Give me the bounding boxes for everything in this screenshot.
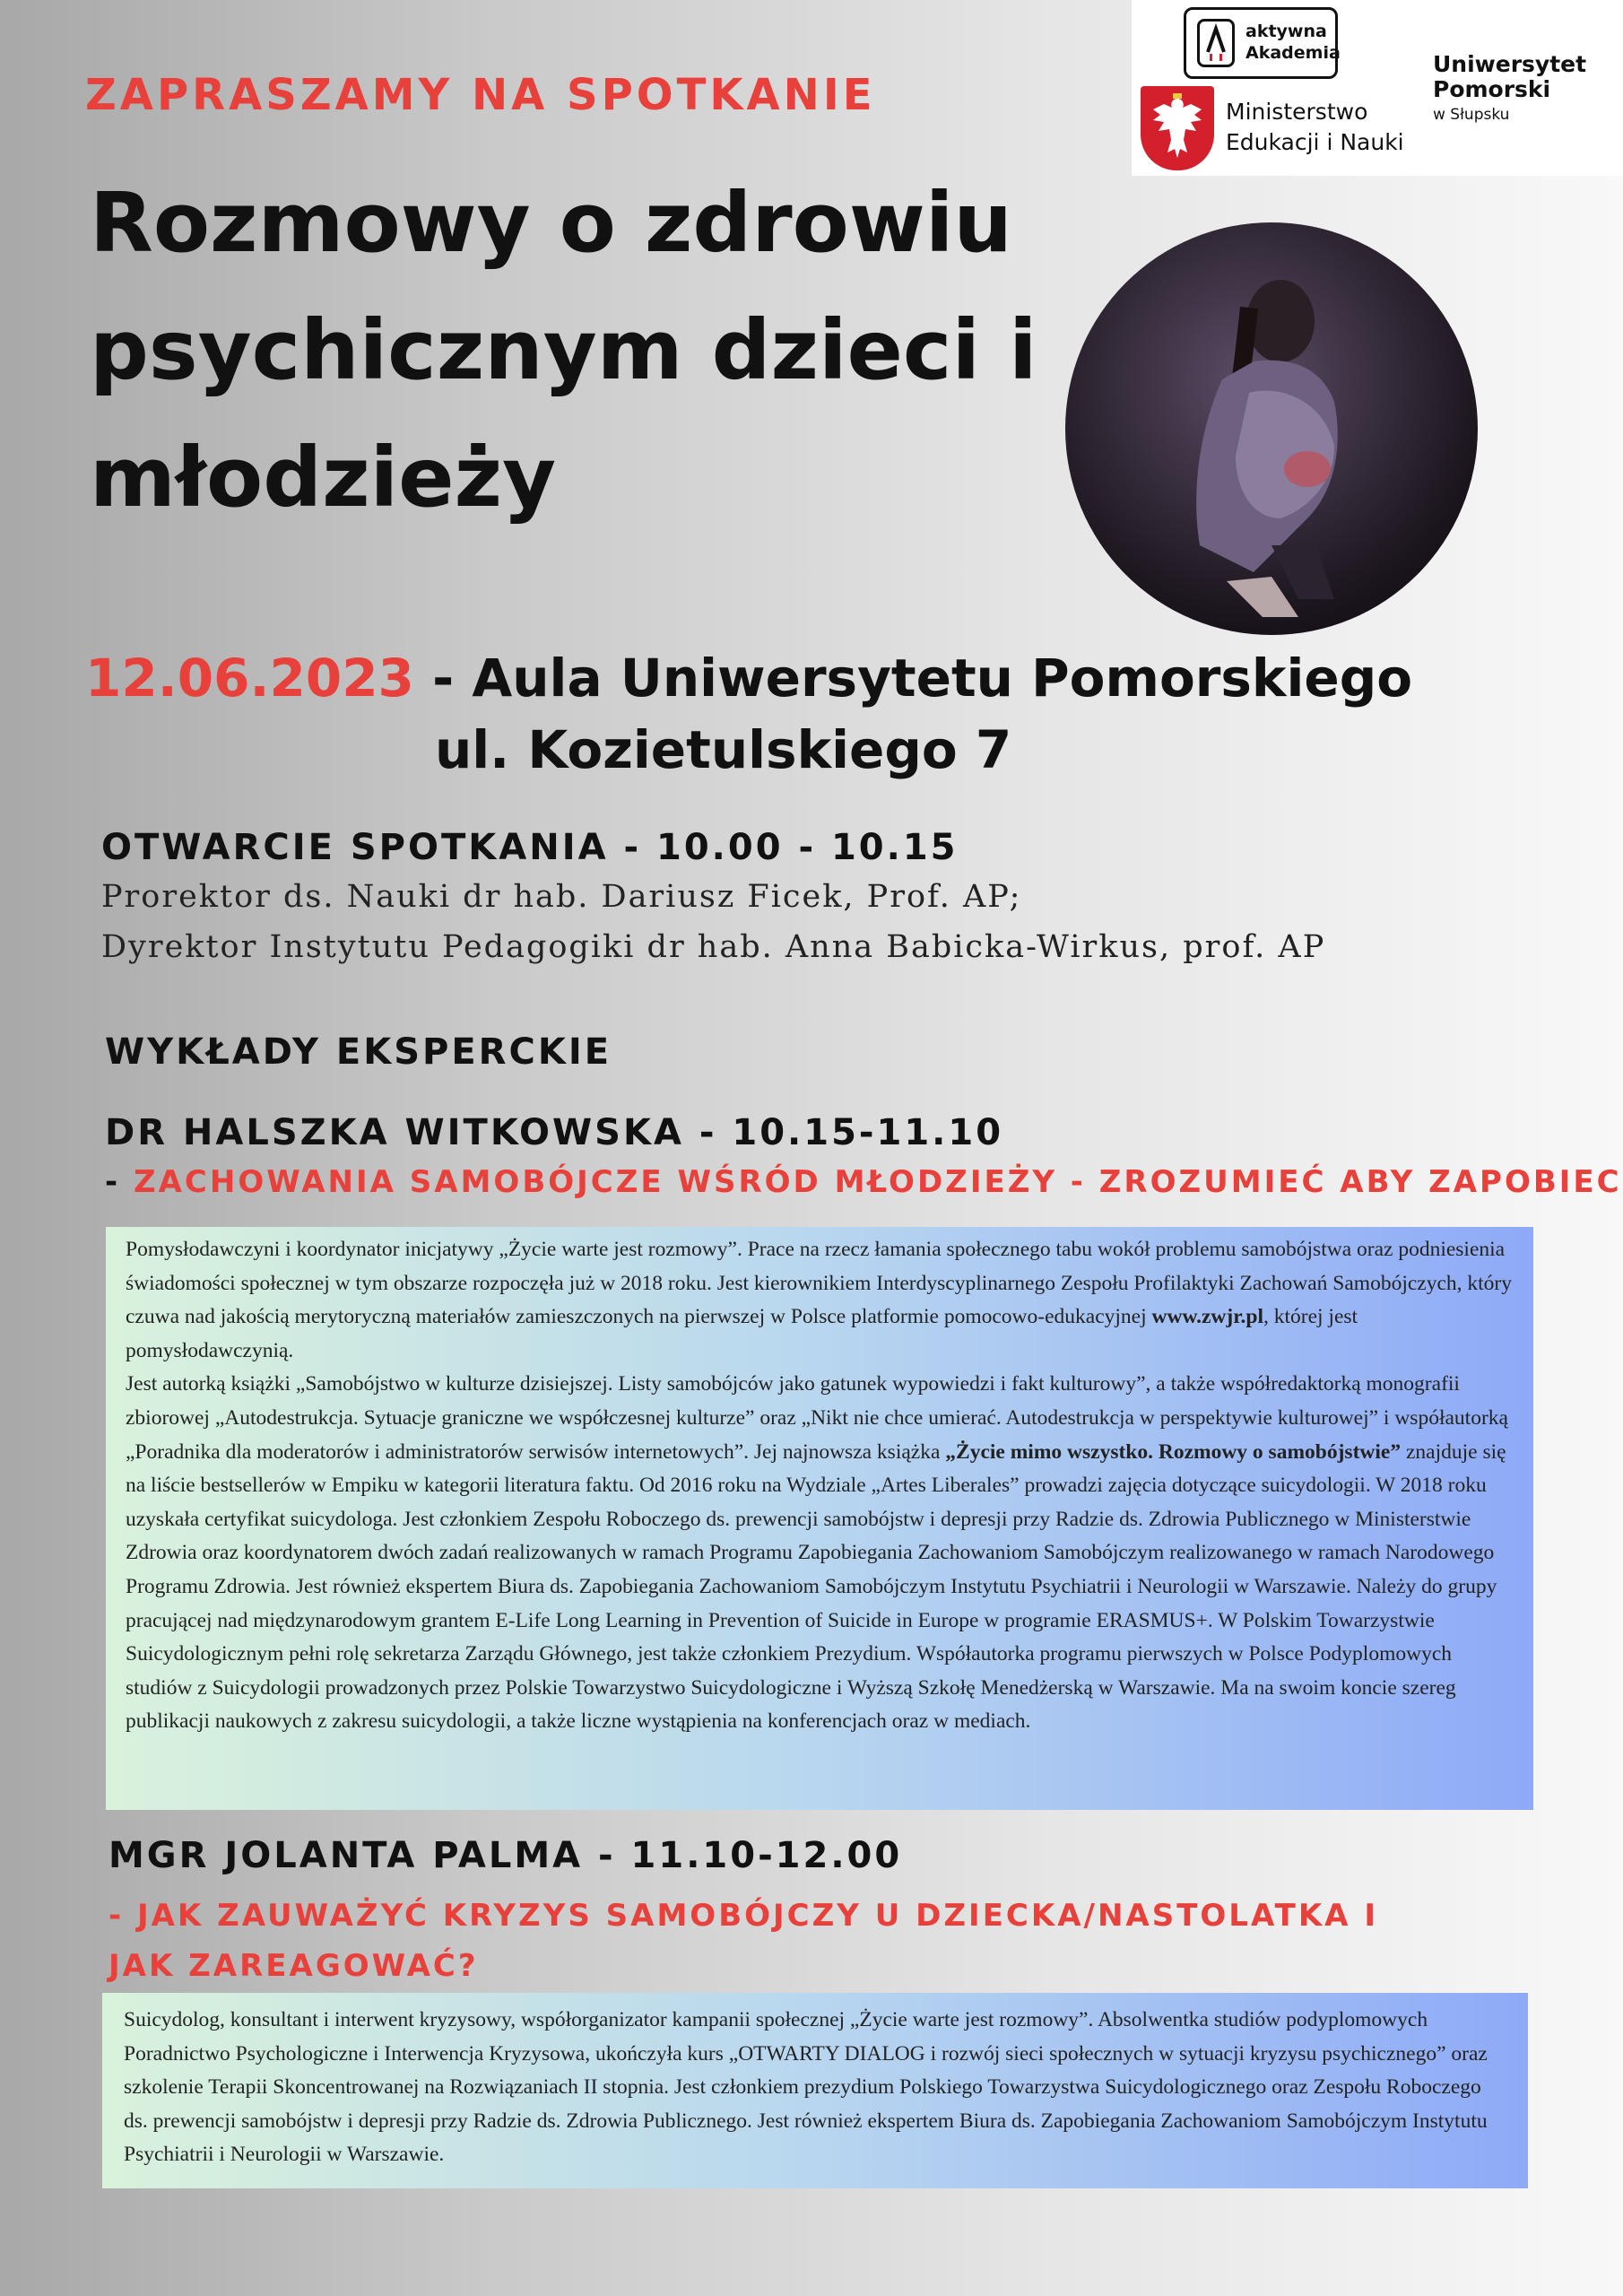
- ministry-logo-text: [1226, 97, 1404, 158]
- opening-line-2: Dyrektor Instytutu Pedagogiki dr hab. Anna Babicka-Wirkus, prof. AP: [101, 929, 1326, 965]
- polish-eagle-emblem-icon: [1141, 86, 1214, 170]
- event-address: ul. Kozietulskiego 7: [435, 719, 1012, 780]
- lecture1-speaker: DR HALSZKA WITKOWSKA - 10.15-11.10: [105, 1112, 1004, 1153]
- page-title: [90, 160, 1058, 542]
- lecture2-speaker: MGR JOLANTA PALMA - 11.10-12.00: [108, 1835, 903, 1876]
- lecture1-bio-box: [106, 1227, 1533, 1810]
- aa-line1: aktywna: [1245, 22, 1327, 41]
- aktywna-akademia-text: [1245, 21, 1341, 64]
- title-line-2: psychicznym dzieci i: [90, 302, 1037, 398]
- invitation-eyebrow: ZAPRASZAMY NA SPOTKANIE: [85, 70, 876, 120]
- bio1-text-c: Jest autorką książki „Samobójstwo w kulturze dzisiejszej. Listy samobójców jako gatunek wypowiedzi i fakt kulturowy”, a także współredaktorką monografii zbiorowej „Autodestrukcja. Sytuacje graniczne we współczesnej kulturze” oraz „Nikt nie chce umierać. Autodestrukcja w perspektywie kulturowej” i współautorką „Poradnika dla moderatorów i administratorów serwisów internetowych”. Jej najnowsza książka: [126, 1372, 1508, 1464]
- title-line-3: młodzieży: [90, 430, 557, 526]
- university-line1: Uniwersytet: [1433, 51, 1587, 77]
- bio1-text-b: , której jest pomysłodawczynią.: [126, 1305, 1358, 1362]
- university-logo-text: [1433, 52, 1586, 127]
- lecture1-bio-p2: [126, 1368, 1514, 1739]
- event-date-venue: [85, 648, 1412, 709]
- university-line3: w Słupsku: [1433, 106, 1510, 124]
- lecture1-bio-p1: [126, 1233, 1514, 1368]
- event-date: 12.06.2023: [85, 648, 414, 709]
- ministry-line2: Edukacji i Nauki: [1226, 129, 1404, 155]
- lecture2-topic: - JAK ZAUWAŻYĆ KRYZYS SAMOBÓJCZY U DZIECKA/NASTOLATKA I JAK ZAREAGOWAĆ?: [108, 1898, 1378, 1984]
- bio1-text-d: znajduje się na liście bestsellerów w Empiku w kategorii literatura faktu. Od 2016 roku na Wydziale „Artes Liberales” prowadzi zajęcia dotyczące suicydologii. W 2018 roku uzyskała certyfikat suicydologa. Jest członkiem Zespołu Roboczego ds. prewencji samobójstw i depresji przy Radzie ds. Zdrowia Publicznego w Ministerstwie Zdrowia oraz koordynatorem dwóch zadań realizowanych w ramach Programu Zapobiegania Zachowaniom Samobójczym realizowanego w ramach Narodowego Programu Zdrowia. Jest również ekspertem Biura ds. Zapobiegania Zachowaniom Samobójczym Instytutu Psychiatrii i Neurologii w Warszawie. Należy do grupy pracującej nad międzynarodowym grantem E-Life Long Learning in Prevention of Suicide in Europe w programie ERASMUS+. W Polskim Towarzystwie Suicydologicznym pełni rolę sekretarza Zarządu Głównego, jest także członkiem Prezydium. Współautorka programu pierwszych w Polsce Podyplomowych studiów z Suicydologii prowadzonych przez Polskie Towarzystwo Suicydologiczne i Wyższą Szkołę Menedżerską w Warszawie. Ma na swoim koncie szereg publikacji naukowych z zakresu suicydologii, a także liczne wystąpienia na konferencjach oraz w mediach.: [126, 1439, 1506, 1734]
- bio1-text-a: Pomysłodawczyni i koordynator inicjatywy „Życie warte jest rozmowy”. Prace na rzecz łamania społecznego tabu wokół problemu samobójstwa oraz podniesienia świadomości społecznej w tym obszarze rozpoczęła już w 2018 roku. Jest kierownikiem Interdyscyplinarnego Zespołu Profilaktyki Zachowań Samobójczych, który czuwa nad jakością merytoryczną materiałów zamieszczonych na pierwszej w Polsce platformie pomocowo-edukacyjnej: [126, 1238, 1512, 1329]
- title-line-1: Rozmowy o zdrowiu: [90, 175, 1012, 271]
- ministry-line1: Ministerstwo: [1226, 99, 1368, 125]
- opening-heading: OTWARCIE SPOTKANIA - 10.00 - 10.15: [101, 827, 959, 868]
- event-venue: - Aula Uniwersytetu Pomorskiego: [413, 648, 1413, 709]
- lecture2-bio-text: Suicydolog, konsultant i interwent kryzysowy, współorganizator kampanii społecznej „Życie warte jest rozmowy”. Absolwentka studiów podyplomowych Poradnictwo Psychologiczne i Interwencja Kryzysowa, ukończyła kurs „OTWARTY DIALOG i rozwój sieci społecznych w sytuacji kryzysu psychicznego” oraz szkolenie Terapii Skoncentrowanej na Rozwiązaniach II stopnia. Jest członkiem prezydium Polskiego Towarzystwa Suicydologicznego oraz Zespołu Roboczego ds. prewencji samobójstw i depresji przy Radzie ds. Zdrowia Publicznego. Jest również ekspertem Biura ds. Zapobiegania Zachowaniom Samobójczym Instytutu Psychiatrii i Neurologii w Warszawie.: [124, 2008, 1488, 2167]
- aa-line2: Akademia: [1245, 43, 1341, 63]
- university-line2: Pomorski: [1433, 76, 1551, 102]
- sad-girl-photo: [1065, 222, 1478, 635]
- lecture2-bio-box: [102, 1993, 1528, 2188]
- lecture1-topic: [105, 1164, 1622, 1200]
- lecture1-topic-text: ZACHOWANIA SAMOBÓJCZE WŚRÓD MŁODZIEŻY - ZROZUMIEĆ ABY ZAPOBIEC: [133, 1164, 1622, 1200]
- zwjr-link[interactable]: www.zwjr.pl: [1151, 1305, 1263, 1329]
- aktywna-akademia-logo: [1184, 7, 1341, 79]
- lecture1-dash: -: [105, 1164, 134, 1200]
- lectures-heading: WYKŁADY EKSPERCKIE: [105, 1031, 612, 1073]
- book-title: „Życie mimo wszystko. Rozmowy o samobójstwie”: [945, 1439, 1402, 1464]
- opening-line-1: Prorektor ds. Nauki dr hab. Dariusz Ficek, Prof. AP;: [101, 879, 1022, 915]
- aktywna-akademia-icon: [1197, 19, 1235, 67]
